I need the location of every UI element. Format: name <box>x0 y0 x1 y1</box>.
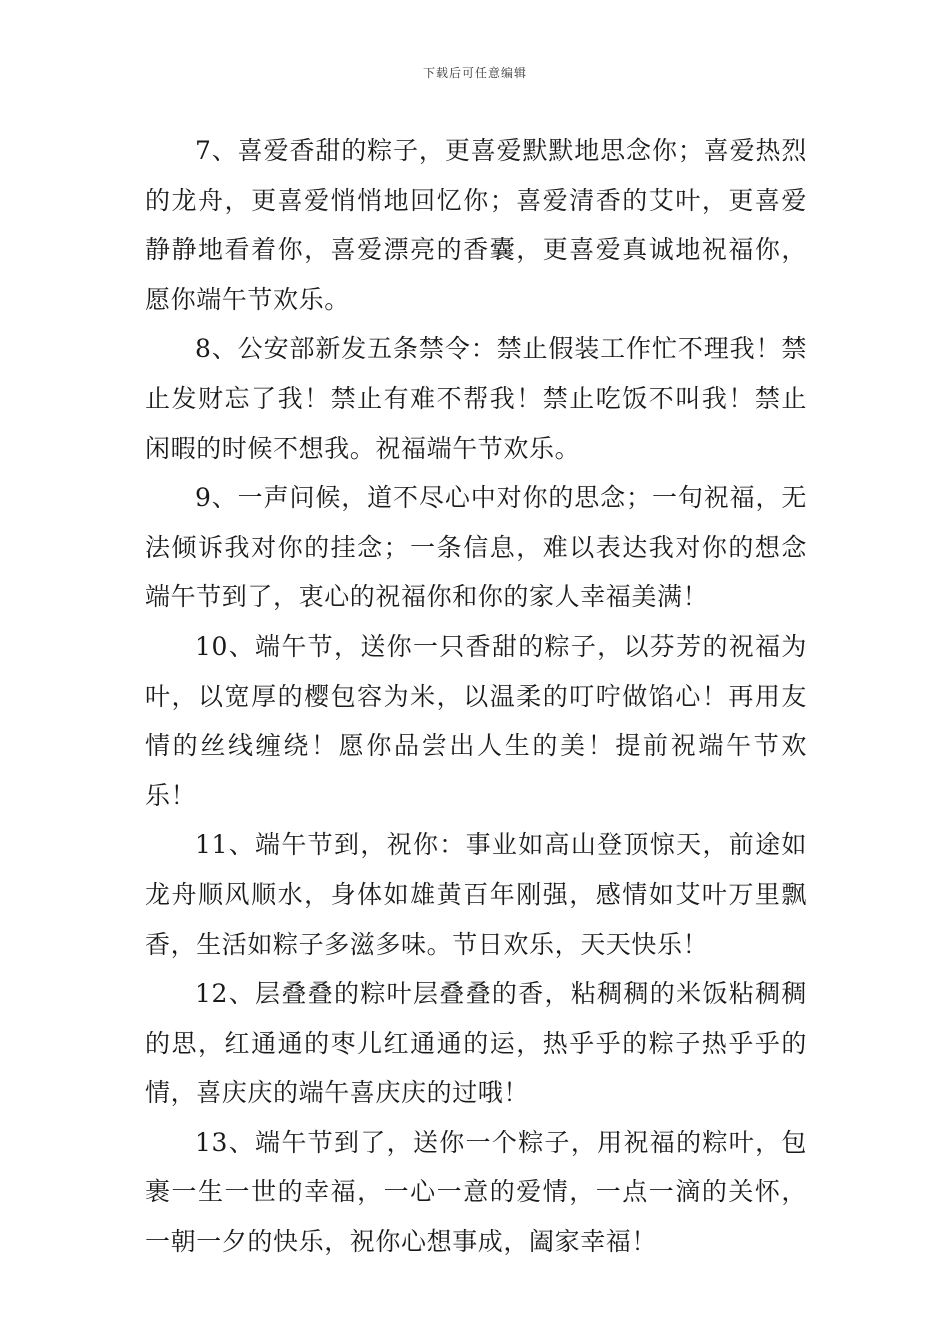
paragraph-9: 9、一声问候，道不尽心中对你的思念；一句祝福，无法倾诉我对你的挂念；一条信息，难以表达我对你的想念端午节到了，衷心的祝福你和你的家人幸福美满！ <box>145 483 807 612</box>
paragraph-13: 13、端午节到了，送你一个粽子，用祝福的粽叶，包裹一生一世的幸福，一心一意的爱情，一点一滴的关怀，一朝一夕的快乐，祝你心想事成，阖家幸福！ <box>145 1127 807 1257</box>
paragraph-11: 11、端午节到，祝你：事业如高山登顶惊天，前途如龙舟顺风顺水，身体如雄黄百年刚强，感情如艾叶万里飘香，生活如粽子多滋多味。节日欢乐，天天快乐！ <box>145 830 807 959</box>
paragraph-10: 10、端午节，送你一只香甜的粽子，以芬芳的祝福为叶，以宽厚的樱包容为米，以温柔的叮咛做馅心！再用友情的丝线缠绕！愿你品尝出人生的美！提前祝端午节欢乐！ <box>145 631 807 810</box>
paragraph-7: 7、喜爱香甜的粽子，更喜爱默默地思念你；喜爱热烈的龙舟，更喜爱悄悄地回忆你；喜爱清香的艾叶，更喜爱静静地看着你，喜爱漂亮的香囊，更喜爱真诚地祝福你，愿你端午节欢乐。 <box>145 136 807 314</box>
document-body <box>145 126 807 1267</box>
header-note: 下载后可任意编辑 <box>422 66 527 80</box>
paragraph-8: 8、公安部新发五条禁令：禁止假装工作忙不理我！禁止发财忘了我！禁止有难不帮我！禁止吃饭不叫我！禁止闲暇的时候不想我。祝福端午节欢乐。 <box>145 334 807 463</box>
paragraph-12: 12、层叠叠的粽叶层叠叠的香，粘稠稠的米饭粘稠稠的思，红通通的枣儿红通通的运，热乎乎的粽子热乎乎的情，喜庆庆的端午喜庆庆的过哦！ <box>145 979 807 1108</box>
